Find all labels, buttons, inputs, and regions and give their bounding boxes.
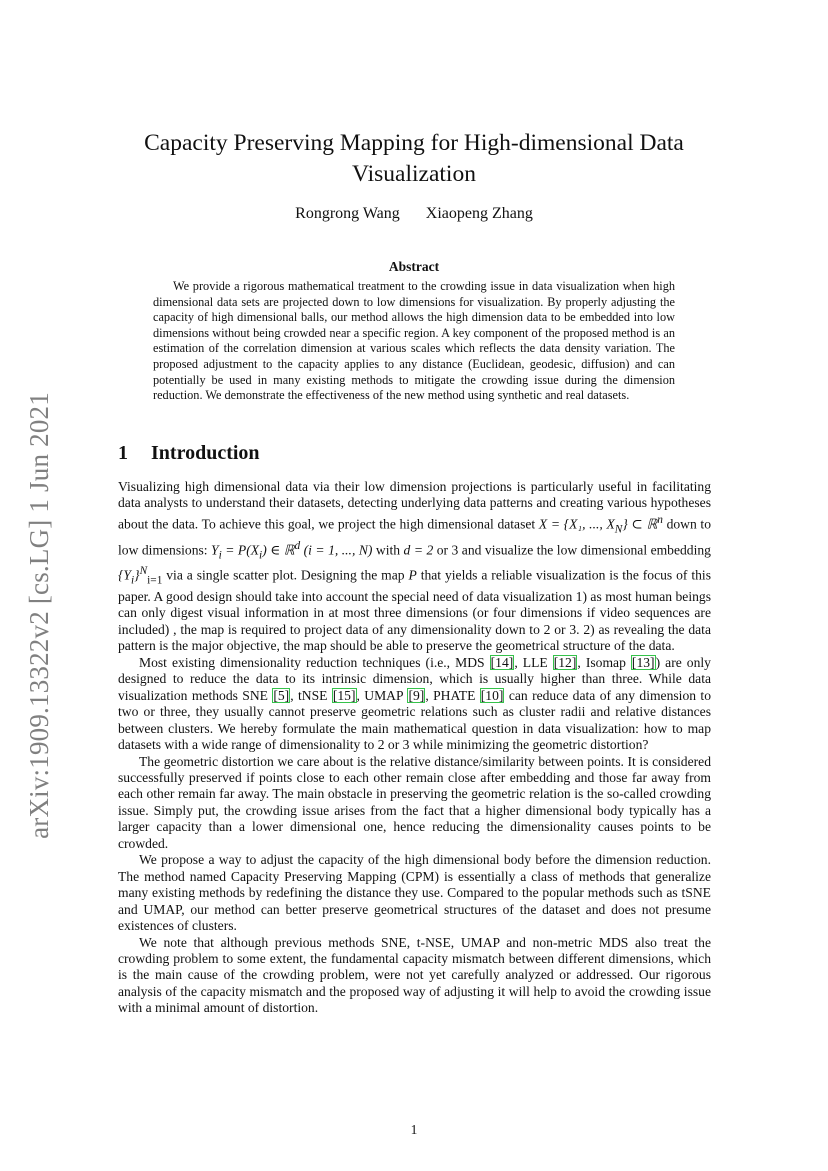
paragraph: We propose a way to adjust the capacity of the high dimensional body before the dimension reduction. The method named Capacity Preserving Mapping (CPM) is essentially a class of methods that generalize many existing methods by redefining the distance they use. Compared to the popular methods such as tSNE and UMAP, our method can better preserve geometrical structures of the dataset and does not presume existences of clusters. — [118, 852, 711, 934]
title-line-1: Capacity Preserving Mapping for High-dimensional Data — [144, 130, 684, 156]
section-body — [118, 479, 711, 1017]
citation-link[interactable]: [15] — [332, 687, 356, 703]
citation-link[interactable]: [14] — [490, 654, 514, 670]
author-name: Rongrong Wang — [295, 205, 400, 222]
author-list — [100, 205, 728, 223]
citation-link[interactable]: [13] — [631, 654, 655, 670]
paper-title — [100, 128, 728, 190]
paragraph: The geometric distortion we care about is the relative distance/similarity between points. It is considered successfully preserved if points close to each other remain close after embedding and those far away from each other remain far away. The main obstacle in preserving the geometric relation is the so-called crowding issue. Simply put, the crowding issue arises from the fact that a higher dimensional body typically has a larger capacity than a lower dimensional one, hence reducing the dimensionality causes points to be crowded. — [118, 753, 711, 851]
author-name: Xiaopeng Zhang — [425, 205, 533, 222]
citation-link[interactable]: [10] — [480, 687, 504, 703]
page-number: 1 — [410, 1122, 418, 1137]
arxiv-stamp — [14, 380, 64, 850]
title-line-2: Visualization — [352, 161, 476, 187]
paragraph: We note that although previous methods SNE, t-NSE, UMAP and non-metric MDS also treat the crowding problem to some extent, the fundamental capacity mismatch between different dimensions, which is the main cause of the crowding problem, were not yet carefully analyzed or addressed. Our rigorous analysis of the capacity mismatch and the proposed way of adjusting it will help to avoid the crowding issue with a minimal amount of distortion. — [118, 934, 711, 1016]
citation-link[interactable]: [12] — [553, 654, 577, 670]
arxiv-id: arXiv:1909.13322v2 [cs.LG] 1 Jun 2021 — [23, 391, 54, 839]
citation-link[interactable]: [5] — [273, 687, 290, 703]
paragraph: Visualizing high dimensional data via their low dimension projections is particularly useful in facilitating data analysts to understand their datasets, detecting underlying data patterns and creating various hypotheses about the data. To achieve this goal, we project the high dimensional dataset X = {X₁, ..., $X_N$} ⊂ ℝ$^n$ down to low dimensions: $Y_i = P(X_i)$ ∈ ℝ$^d$ (i = 1, ..., N) with d = 2 or 3 and visualize the low dimensional embedding $\{Y_i\}^N_{i=1}$ via a single scatter plot. Designing the map P that yields a reliable visualization is the focus of this paper. A good design should take into account the special need of data visualization 1) as most human beings can only digest visual information in at most three dimensions (or four dimensions if video sequences are included) , the map is required to project data of any dimensionality down to 2 or 3. 2) as revealing the data pattern is the major objective, the map should be able to preserve the geometrical structure of the data. — [118, 479, 712, 654]
section-heading — [118, 442, 260, 465]
paragraph: Most existing dimensionality reduction techniques (i.e., MDS [14], LLE [12], Isomap [13]) are only designed to reduce the data to its intrinsic dimension, which is usually higher than three. While data visualization methods SNE [5], tNSE [15], UMAP [9], PHATE [10] can reduce data of any dimension to two or three, they usually cannot preserve geometric relations such as cluster radii and relative distances between clusters. We hereby formulate the main mathematical question in data visualization: how to map datasets with a wide range of dimensionality to 2 or 3 while minimizing the geometric distortion? — [118, 654, 711, 753]
abstract-text: We provide a rigorous mathematical treatment to the crowding issue in data visualization when high dimensional data sets are projected down to low dimensions for visualization. By properly adjusting the capacity of high dimensional balls, our method allows the high dimension data to be embedded into low dimensions without being crowded near a specific region. A key component of the proposed method is an estimation of the correlation dimension at various scales which reflects the data density variation. The proposed adjustment to the capacity applies to any distance (Euclidean, geodesic, diffusion) and can potentially be used in many existing methods to mitigate the crowding issue during the dimension reduction. We demonstrate the effectiveness of the new method using synthetic and real datasets. — [153, 279, 675, 403]
citation-link[interactable]: [9] — [408, 687, 425, 703]
section-number: 1 — [118, 442, 128, 464]
section-title: Introduction — [151, 442, 260, 464]
abstract-heading: Abstract — [388, 259, 440, 274]
